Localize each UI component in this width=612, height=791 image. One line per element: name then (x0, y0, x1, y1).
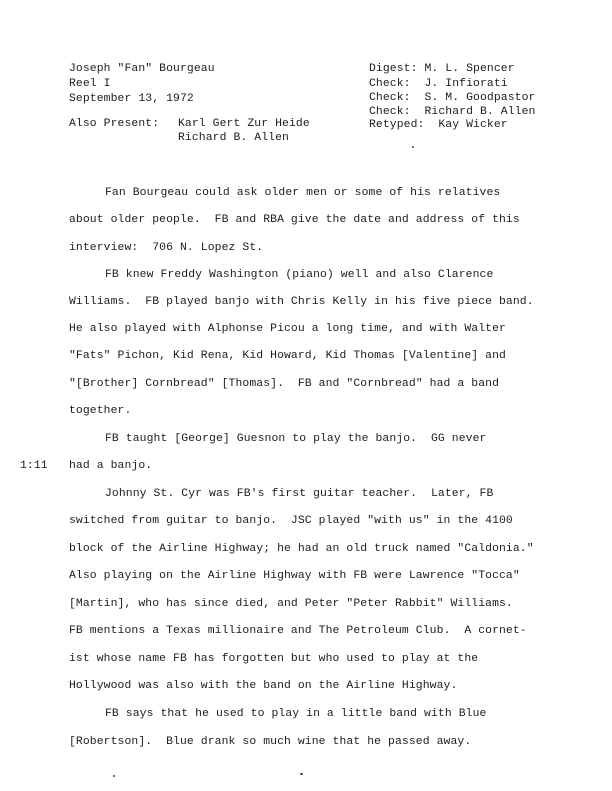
interview-date: September 13, 1972 (69, 93, 194, 105)
body-line: interview: 706 N. Lopez St. (69, 242, 264, 254)
body-line: FB mentions a Texas millionaire and The Petroleum Club. A cornet- (69, 625, 527, 637)
body-line: Williams. FB played banjo with Chris Kelly in his five piece band. (69, 296, 534, 308)
body-line: ist whose name FB has forgotten but who used to play at the (69, 653, 479, 665)
check-credit: Check: J. Infiorati (369, 78, 508, 90)
body-line: about older people. FB and RBA give the date and address of this (69, 214, 520, 226)
body-line: "Fats" Pichon, Kid Rena, Kid Howard, Kid Thomas [Valentine] and (69, 350, 506, 362)
scan-speck (300, 773, 303, 775)
interviewee-name: Joseph "Fan" Bourgeau (69, 63, 215, 75)
scan-speck (113, 775, 115, 777)
body-line: Hollywood was also with the band on the Airline Highway. (69, 680, 458, 692)
reel-label: Reel I (69, 78, 111, 90)
body-line: together. (69, 405, 132, 417)
also-present-name: Richard B. Allen (178, 132, 289, 144)
body-line: switched from guitar to banjo. JSC played "with us" in the 4100 (69, 515, 513, 527)
digest-credit: Digest: M. L. Spencer (369, 63, 515, 75)
check-credit: Check: Richard B. Allen (369, 106, 536, 118)
also-present-name: Karl Gert Zur Heide (178, 118, 310, 130)
body-line: FB says that he used to play in a little band with Blue (105, 708, 487, 720)
body-line: FB taught [George] Guesnon to play the banjo. GG never (105, 433, 487, 445)
body-line: He also played with Alphonse Picou a long time, and with Walter (69, 323, 506, 335)
body-line: Johnny St. Cyr was FB's first guitar teacher. Later, FB (105, 488, 494, 500)
retyped-credit: Retyped: Kay Wicker (369, 119, 508, 131)
body-line: "[Brother] Cornbread" [Thomas]. FB and "Cornbread" had a band (69, 378, 500, 390)
body-line: block of the Airline Highway; he had an old truck named "Caldonia." (69, 543, 534, 555)
scan-speck (412, 146, 414, 148)
body-line: Fan Bourgeau could ask older men or some of his relatives (105, 187, 501, 199)
body-line: Also playing on the Airline Highway with FB were Lawrence "Tocca" (69, 570, 520, 582)
check-credit: Check: S. M. Goodpastor (369, 92, 536, 104)
body-line: FB knew Freddy Washington (piano) well and also Clarence (105, 269, 494, 281)
margin-timestamp: 1:11 (20, 460, 48, 472)
also-present-label: Also Present: (69, 118, 160, 130)
body-line: [Martin], who has since died, and Peter "Peter Rabbit" Williams. (69, 598, 513, 610)
body-line: had a banjo. (69, 460, 153, 472)
body-line: [Robertson]. Blue drank so much wine that he passed away. (69, 736, 472, 748)
